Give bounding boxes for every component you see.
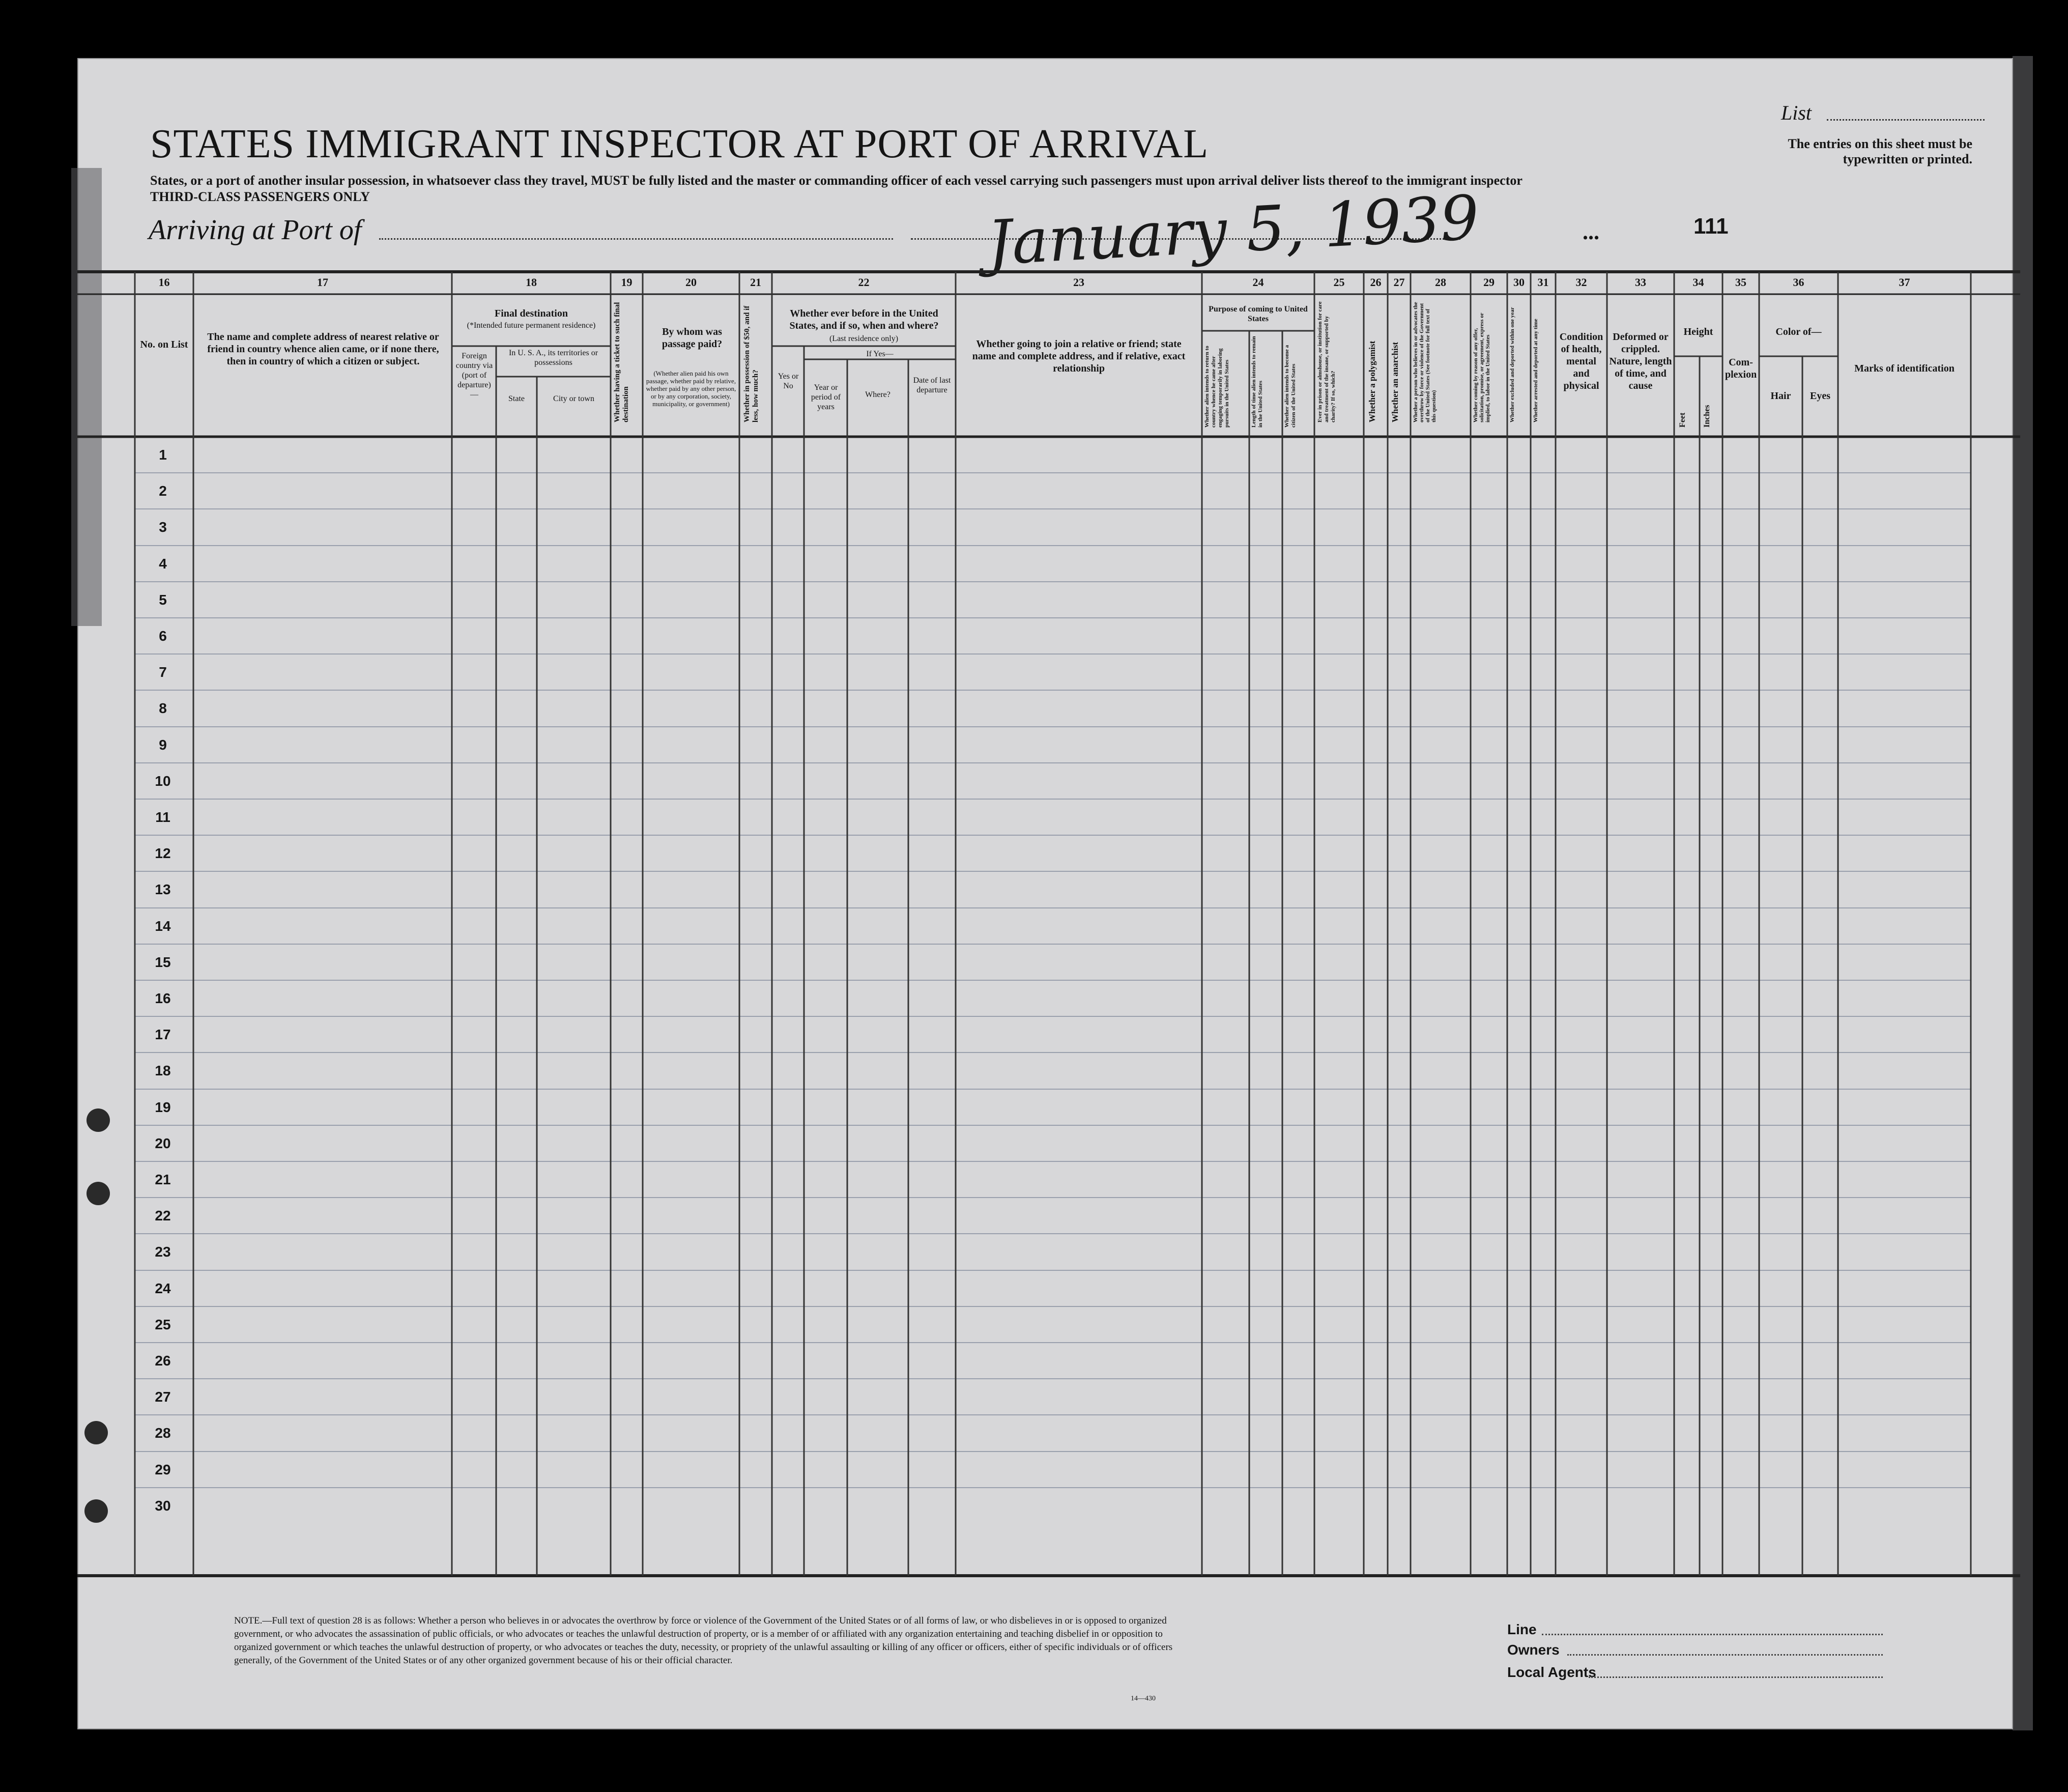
col34-inches: Inches [1703, 405, 1711, 428]
local-agents-field [1589, 1676, 1883, 1678]
row-number: 28 [155, 1425, 171, 1441]
col19-heading: Whether having a ticket to such final destination [613, 302, 630, 422]
col-num-25: 25 [1333, 276, 1345, 289]
row-number: 9 [159, 737, 167, 753]
row-number: 19 [155, 1099, 171, 1115]
local-agents-label: Local Agents [1507, 1664, 1596, 1680]
row-number: 15 [155, 954, 171, 970]
row-number: 2 [159, 483, 167, 499]
row-number: 20 [155, 1135, 171, 1151]
col-num-22: 22 [858, 276, 870, 289]
col18-state: State [508, 394, 525, 403]
form-number: 14—430 [1131, 1695, 1156, 1702]
col29-heading: Whether coming by reason of any offer, solicitation, promise, or agreement, express or implied, to labor in the United States [1473, 312, 1491, 422]
col-num-19: 19 [621, 276, 633, 289]
list-label: List [1781, 101, 1812, 124]
footnote-q28: NOTE.—Full text of question 28 is as follows: Whether a person who believes in or advocates the overthrow by force or violence of the Government of the United States or of all forms of law, or who disbelieves in or is opposed to organized government, or who advocates the assassination of public officials, or who advocates or teaches the unlawful destruction of property, or is a member of or affiliated with any organization entertaining and teaching disbelief in or opposition to organized government or which teaches the unlawful destruction of property, or who advocates or teaches the duty, necessity, or propriety of the unlawful assaulting or killing of any officer or officers, either of specific individuals or of officers generally, of the Government of the United States or of any other organized government because of his or their official character. [234, 1615, 1173, 1666]
col-num-23: 23 [1073, 276, 1084, 289]
col22-heading: Whether ever before in the United States, and if so, when and where? [789, 308, 939, 331]
col-num-31: 31 [1537, 276, 1549, 289]
col-num-32: 32 [1575, 276, 1587, 289]
row-number: 1 [159, 447, 167, 463]
col-num-37: 37 [1899, 276, 1910, 289]
col24-b: Length of time alien intends to remain in the United States [1251, 336, 1263, 428]
intro-text: States, or a port of another insular possession, in whatsoever class they travel, MUST be fully listed and the master or commanding officer of each vessel carrying such passengers must upon arrival deliver lists thereof to the immigrant inspector [150, 173, 1523, 188]
col22-date: Date of last departure [913, 376, 951, 394]
col-num-21: 21 [750, 276, 761, 289]
print-mark: ... [1583, 219, 1599, 244]
col-num-34: 34 [1692, 276, 1704, 289]
col24-a: Whether alien intends to return to country whence he came after engaging temporarily in laboring pursuits in the United States [1204, 346, 1230, 428]
col35-heading: Com-plexion [1725, 357, 1757, 380]
owners-field [1567, 1654, 1883, 1656]
col25-heading: Ever in prison or almshouse, or institution for care and treatment of the insane, or supported by charity? If so, which? [1317, 301, 1336, 422]
col31-heading: Whether arrested and deported at any time [1533, 319, 1539, 422]
entries-note: The entries on this sheet must be typewritten or printed. [1788, 136, 1972, 166]
col24-heading: Purpose of coming to United States [1209, 305, 1308, 323]
col24-c: Whether alien intends to become a citizen of the United States [1284, 345, 1297, 428]
col34-heading: Height [1683, 326, 1713, 337]
col-num-24: 24 [1252, 276, 1264, 289]
col37-heading: Marks of identification [1854, 363, 1955, 374]
col23-heading: Whether going to join a relative or friend; state name and complete address, and if relative, exact relationship [972, 338, 1186, 374]
col32-heading: Condition of health, mental and physical [1559, 331, 1603, 391]
row-number: 10 [155, 773, 171, 789]
col26-heading: Whether a polygamist [1367, 340, 1377, 422]
col22-period: Year or period of years [811, 383, 841, 411]
row-number: 5 [159, 592, 167, 608]
owners-label: Owners [1507, 1642, 1560, 1658]
row-number: 23 [155, 1244, 171, 1260]
row-number: 3 [159, 519, 167, 535]
col18-heading: Final destination [495, 308, 568, 319]
col16-heading: No. on List [140, 339, 188, 350]
page-title: STATES IMMIGRANT INSPECTOR AT PORT OF ARRIVAL [150, 122, 1209, 166]
row-number: 27 [155, 1389, 171, 1405]
col-num-30: 30 [1513, 276, 1525, 289]
col36-eyes: Eyes [1810, 390, 1830, 402]
row-number: 16 [155, 990, 171, 1006]
col36-heading: Color of— [1775, 326, 1822, 337]
col22-where: Where? [865, 390, 891, 399]
col-num-29: 29 [1483, 276, 1495, 289]
row-number: 25 [155, 1317, 171, 1332]
col34-feet: Feet [1678, 412, 1687, 428]
row-number: 24 [155, 1281, 171, 1296]
row-number: 13 [155, 881, 171, 897]
row-number: 17 [155, 1027, 171, 1042]
col28-heading: Whether a person who believes in or advocates the overthrow by force or violence of the Government of the United States (See footnote for full text of this question) [1413, 302, 1437, 422]
row-number: 30 [155, 1498, 171, 1514]
col18-foreign: Foreign country via (port of departure)— [455, 352, 493, 399]
class-line: THIRD-CLASS PASSENGERS ONLY [150, 189, 370, 204]
col-num-36: 36 [1793, 276, 1804, 289]
row-number: 18 [155, 1063, 171, 1078]
col22-yesno: Yes or No [778, 372, 799, 390]
col36-hair: Hair [1770, 390, 1791, 402]
row-number: 6 [159, 628, 167, 644]
col22-subheading: (Last residence only) [829, 334, 899, 343]
row-number: 11 [155, 809, 170, 825]
col-num-20: 20 [685, 276, 697, 289]
col18-city: City or town [553, 394, 594, 403]
col17-heading: The name and complete address of nearest relative or friend in country whence alien came, or if none there, then in country of which a citizen or subject. [207, 331, 439, 367]
col33-heading: Deformed or crippled. Nature, length of time, and cause [1609, 331, 1672, 391]
row-number: 8 [159, 700, 167, 716]
col-num-27: 27 [1393, 276, 1405, 289]
row-number: 29 [155, 1462, 171, 1477]
row-number: 7 [159, 664, 167, 680]
col-num-16: 16 [158, 276, 170, 289]
arriving-label: Arriving at Port of [149, 214, 362, 246]
sheet-serial: 111 [1693, 214, 1729, 239]
row-number: 22 [155, 1208, 171, 1224]
col-num-33: 33 [1635, 276, 1646, 289]
col-num-18: 18 [526, 276, 537, 289]
col20-heading: By whom was passage paid? [662, 326, 723, 350]
col-num-35: 35 [1735, 276, 1746, 289]
col21-heading: Whether in possession of $50, and if less, how much? [743, 305, 760, 422]
col22-ifyes: If Yes— [866, 350, 894, 358]
col-num-26: 26 [1370, 276, 1382, 289]
col30-heading: Whether excluded and deported within one year [1509, 307, 1515, 422]
line-field [1542, 1634, 1883, 1635]
col18-usa: In U. S. A., its territories or possessions [508, 349, 598, 367]
col-num-17: 17 [317, 276, 328, 289]
col27-heading: Whether an anarchist [1390, 342, 1400, 422]
row-number: 21 [155, 1172, 171, 1187]
col-num-28: 28 [1435, 276, 1446, 289]
row-number: 12 [155, 845, 171, 861]
col18-subheading: (*Intended future permanent residence) [467, 321, 596, 330]
handwritten-date: January 5, 1939 [986, 182, 1481, 279]
row-number: 4 [159, 556, 167, 572]
line-label: Line [1507, 1622, 1537, 1637]
col20-subheading: (Whether alien paid his own passage, whether paid by relative, whether paid by any other person, or by any corporation, society, municipality, or government) [646, 369, 736, 408]
row-number: 26 [155, 1353, 171, 1369]
row-number: 14 [155, 918, 171, 934]
